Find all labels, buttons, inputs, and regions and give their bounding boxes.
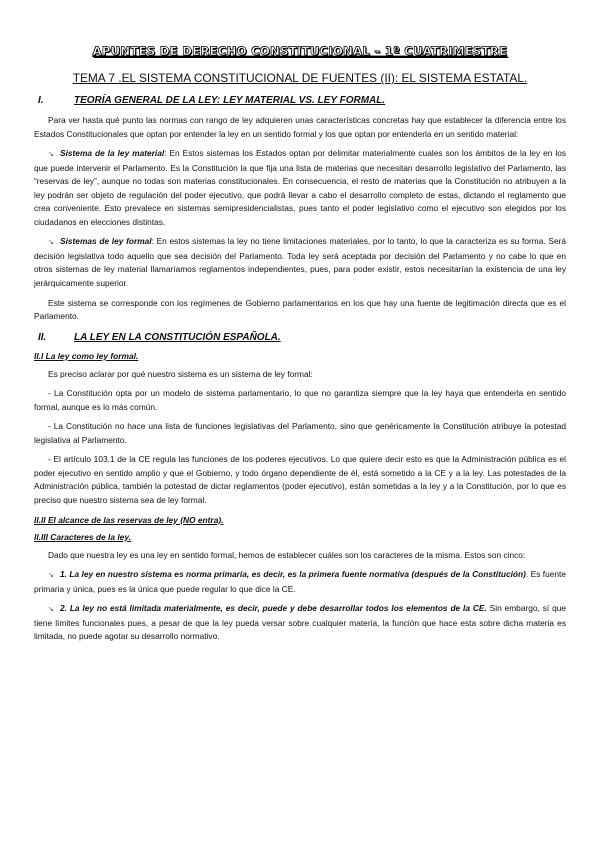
section-number: I. — [38, 95, 44, 106]
section-heading-2 — [34, 332, 566, 343]
material-law-paragraph — [34, 147, 566, 229]
subsection-heading-1: II.I La ley como ley formal. — [34, 350, 139, 361]
section-number: II. — [38, 331, 47, 343]
section-title: TEORÍA GENERAL DE LA LEY: LEY MATERIAL VS. LEY FORMAL. — [74, 95, 386, 106]
character-2-paragraph — [34, 602, 566, 644]
character-2-text: Sin embargo, sí que tiene límites funcionales pues, a pesar de que la ley pueda versar sobre cualquier materia, la función que hace esta sobre dicha materia es limitada, no puede agotar su desarrollo normativo. — [34, 603, 566, 642]
section1-closing: Este sistema se corresponde con los regímenes de Gobierno parlamentarios en los que hay una fuente de legitimación directa que es el Parlamento. — [34, 297, 566, 322]
formal-law-text: : En estos sistemas la ley no tiene limitaciones materiales, por lo tanto, lo que la caracteriza es su forma. Será decisión legislativa todo aquello que sea decisión del Parlamento. Toda ley será aceptada por decisión del Parlamento y no cabe lo que en otros sistemas de ley material llamaríamos reglamentos independientes, pues, para poder existir, estos necesitarían la existencia de una ley jerárquicamente superior. — [34, 236, 567, 289]
subsection-heading-3: II.III Caracteres de la ley. — [34, 531, 131, 542]
character-1-paragraph — [34, 568, 566, 596]
arrow-bullet-icon: ↘ — [48, 606, 54, 614]
tema-title: TEMA 7 .EL SISTEMA CONSTITUCIONAL DE FUENTES (II): EL SISTEMA ESTATAL. — [72, 71, 528, 85]
material-law-label: Sistema de la ley material — [60, 148, 165, 159]
arrow-bullet-icon: ↘ — [48, 239, 54, 247]
section1-intro: Para ver hasta qué punto las normas con rango de ley adquieren unas características concretas hay que establecer la diferencia entre los Estados Constitucionales que optan por entender la ley en un sentido formal y los que optan por entenderla en un sentido material: — [34, 115, 566, 139]
section-title: LA LEY EN LA CONSTITUCIÓN ESPAÑOLA. — [74, 331, 281, 343]
character-2-heading: 2. La ley no está limitada materialmente, es decir, puede y debe desarrollar todos los elementos de la CE. — [60, 603, 487, 614]
arrow-bullet-icon: ↘ — [48, 572, 54, 580]
sub1-item: - La Constitución no hace una lista de funciones legislativas del Parlamento, sino que genéricamente la Constitución atribuye la potestad legislativa al Parlamento. — [34, 421, 566, 445]
formal-law-label: Sistemas de ley formal — [60, 236, 152, 247]
sub3-intro: Dado que nuestra ley es una ley en sentido formal, hemos de establecer cuáles son los caracteres de la misma. Estos son cinco: — [48, 549, 526, 560]
section-heading-1 — [34, 95, 566, 106]
document-header: APUNTES DE DERECHO CONSTITUCIONAL – 1º CUATRIMESTRE — [92, 44, 508, 58]
sub1-item: - El artículo 103.1 de la CE regula las funciones de los poderes ejecutivos. Lo que quiere decir esto es que la Administración pública es el poder ejecutivo en sentido amplio y que el Gobierno, y todo órgano dependiente de él, está sometido a la CE y a la ley. Las potestades de la Administración pública, también la potestad de dictar reglamentos (poder ejecutivo), están sometidas a la ley y a la Constitución, por lo que es preciso que nuestro sistema sea de ley formal. — [34, 454, 566, 506]
material-law-text: : En Estos sistemas los Estados optan por delimitar materialmente cuales son los ámbitos de la ley en los que puede intervenir el Parlamento. Es la Constitución la que fija una lista de materias que necesitan desarrollo legislativo del Parlamento, las “reservas de ley”, aunque no todas son materias constitucionales. En consecuencia, el resto de materias que la Constitución no atribuyen a la ley podrán ser objeto de regulación del poder ejecutivo, que podrá llevar a cabo el desarrollo completo de estas, dictando el reglamento que crea conveniente. Esto prevalece en sistemas semipresidencialistas, pues tanto el poder legislativo como el ejecutivo son elegidos por los ciudadanos en elecciones distintas. — [34, 148, 567, 227]
formal-law-paragraph — [34, 235, 566, 290]
subsection-heading-2: II.II El alcance de las reservas de ley (NO entra). — [34, 514, 224, 525]
sub1-intro: Es preciso aclarar por qué nuestro sistema es un sistema de ley formal: — [48, 368, 313, 379]
arrow-bullet-icon: ↘ — [48, 151, 54, 159]
character-1-text: . Es fuente primaria y única, pues es la única que puede regular lo que dice la CE. — [34, 569, 567, 594]
character-1-heading: 1. La ley en nuestro sistema es norma primaria, es decir, es la primera fuente normativa (después de la Constitución) — [60, 569, 526, 580]
sub1-item: - La Constitución opta por un modelo de sistema parlamentario, lo que no garantiza siempre que la ley haya que entenderla en sentido formal, aunque es lo más común. — [34, 388, 566, 412]
